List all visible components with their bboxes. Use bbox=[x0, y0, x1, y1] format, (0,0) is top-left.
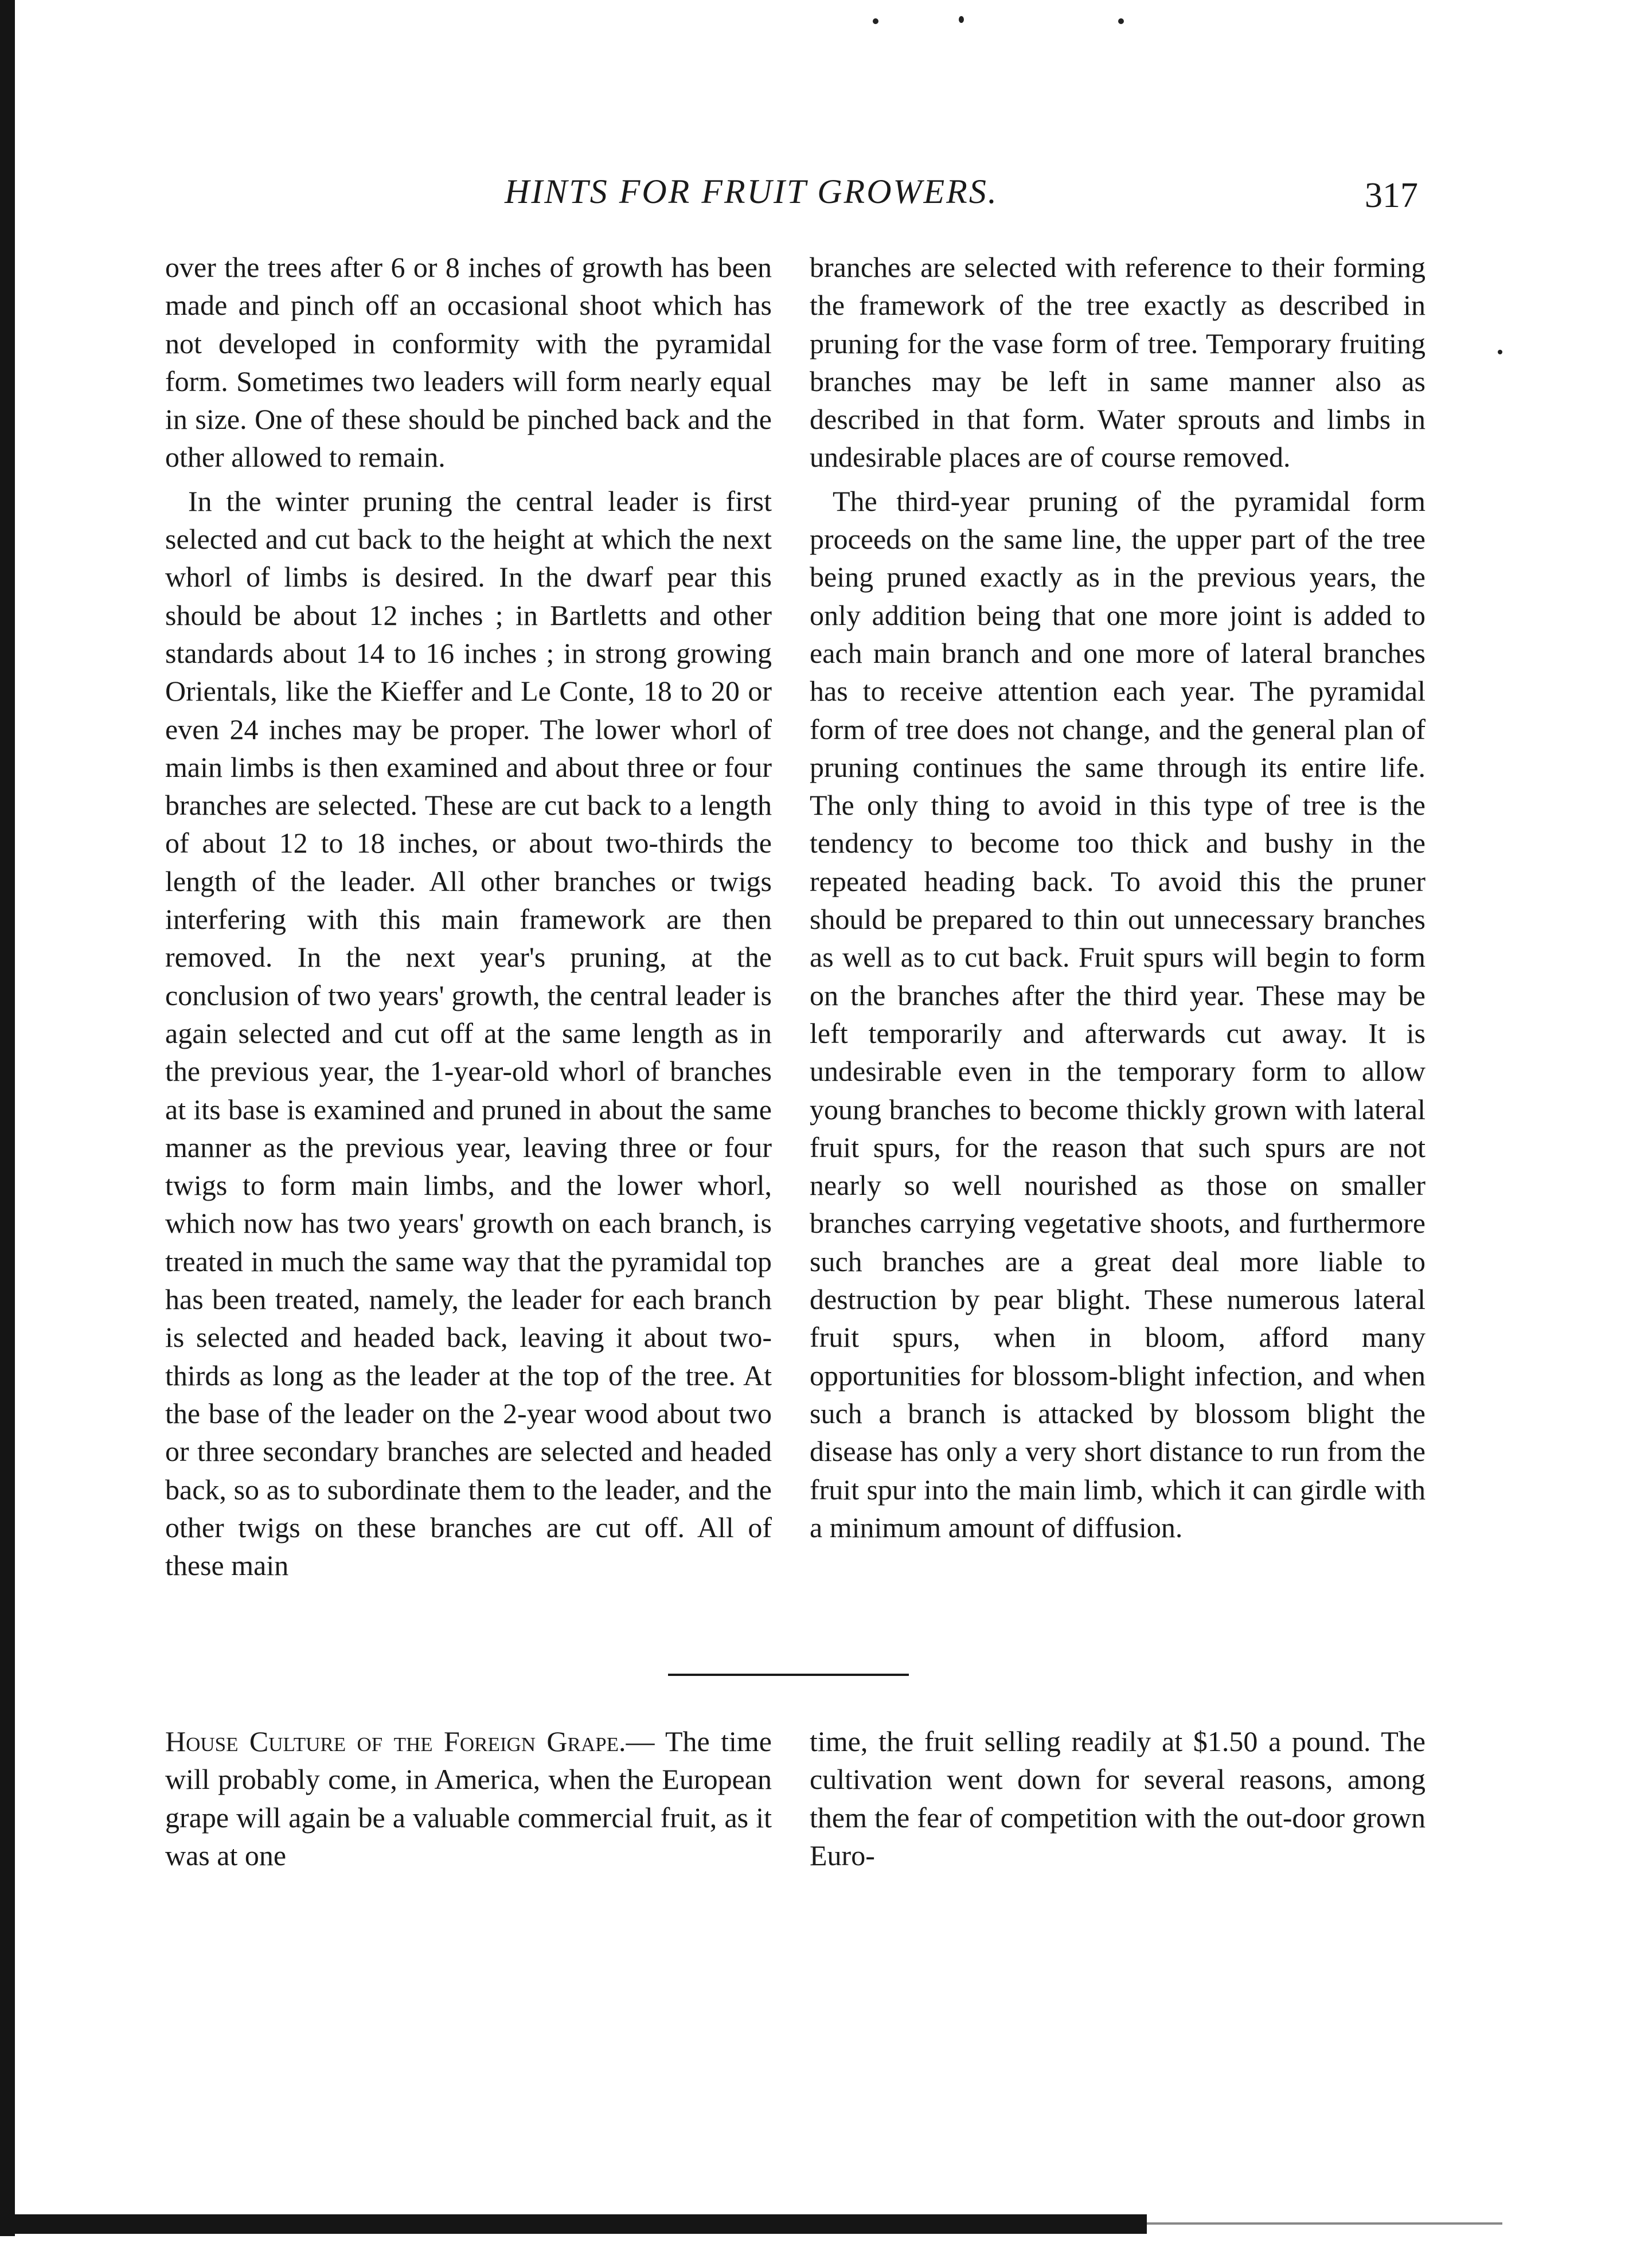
page-edge-shadow-left bbox=[0, 0, 15, 2236]
article-right-column bbox=[810, 1722, 1426, 1874]
page-edge-shadow-bottom-fade bbox=[1147, 2222, 1502, 2225]
ink-speck bbox=[1118, 18, 1124, 24]
paragraph: over the trees after 6 or 8 inches of growth has been made and pinch off an occasional shoot which has not developed in conformity with the pyramidal form. Sometimes two leaders will form nearly equal in size. One of these should be pinched back and the other allowed to remain. bbox=[165, 251, 772, 474]
section-divider bbox=[668, 1674, 909, 1676]
article-heading: House Culture of the Foreign Grape.— bbox=[165, 1725, 655, 1757]
running-header-title: HINTS FOR FRUIT GROWERS. bbox=[505, 173, 998, 210]
paragraph: In the winter pruning the central leader is first selected and cut back to the height at which the next whorl of limbs is desired. In the dwarf pear this should be about 12 inches ; in Bartletts and other standards about 14 to 16 inches ; in strong growing Orientals, like the Kieffer and Le Conte, 18 to 20 or even 24 inches may be proper. The lower whorl of main limbs is then examined and about three or four branches are selected. These are cut back to a length of about 12 to 18 inches, or about two-thirds the length of the leader. All other branches or twigs interfering with this main framework are then removed. In the next year's pruning, at the conclusion of two years' growth, the central leader is again selected and cut off at the same length as in the previous year, the 1-year-old whorl of branches at its base is examined and pruned in about the same manner as the previous year, leaving three or four twigs to form main limbs, and the lower whorl, which now has two years' growth on each branch, is treated in much the same way that the pyramidal top has been treated, namely, the leader for each branch is selected and headed back, leaving it about two-thirds as long as the leader at the top of the tree. At the base of the leader on the 2-year wood about two or three secondary branches are selected and headed back, so as to subordinate them to the leader, and the other twigs on these branches are cut off. All of these main bbox=[165, 484, 772, 1582]
left-column bbox=[165, 248, 772, 1584]
page-number: 317 bbox=[1365, 176, 1418, 215]
ink-speck bbox=[873, 18, 878, 24]
article-left-column bbox=[165, 1722, 772, 1874]
page-edge-shadow-bottom bbox=[0, 2214, 1147, 2234]
paragraph: The third-year pruning of the pyramidal form proceeds on the same line, the upper part of the tree being pruned exactly as in the previous years, the only addition being that one more joint is added to each main branch and one more of lateral branches has to receive attention each year. The pyramidal form of tree does not change, and the general plan of pruning continues the same through its entire life. The only thing to avoid in this type of tree is the tendency to become too thick and bushy in the repeated heading back. To avoid this the pruner should be prepared to thin out unnecessary branches as well as to cut back. Fruit spurs will begin to form on the branches after the third year. These may be left temporarily and afterwards cut away. It is undesirable even in the temporary form to allow young branches to become thickly grown with lateral fruit spurs, for the reason that such spurs are not nearly so well nourished as those on smaller branches carrying vegetative shoots, and furthermore such branches are a great deal more liable to destruction by pear blight. These numerous lateral fruit spurs, when in bloom, afford many opportunities for blossom-blight infection, and when such a branch is attacked by blossom blight the disease has only a very short distance to run from the fruit spur into the main limb, which it can girdle with a minimum amount of diffusion. bbox=[810, 484, 1426, 1543]
ink-speck bbox=[1498, 350, 1502, 354]
article-text: time, the fruit selling readily at $1.50 a pound. The cultivation went down for several reasons, among them the fear of competition with the out-door grown Euro- bbox=[810, 1725, 1426, 1871]
right-column bbox=[810, 248, 1426, 1546]
paragraph: branches are selected with reference to their forming the framework of the tree exactly as described in pruning for the vase form of tree. Temporary fruiting branches may be left in same manner also as described in that form. Water sprouts and limbs in undesirable places are of course removed. bbox=[810, 251, 1426, 474]
ink-speck bbox=[959, 16, 964, 23]
article-text: The time will probably come, in America, when the European grape will again be a valuable commercial fruit, as it was at one bbox=[165, 1725, 772, 1871]
